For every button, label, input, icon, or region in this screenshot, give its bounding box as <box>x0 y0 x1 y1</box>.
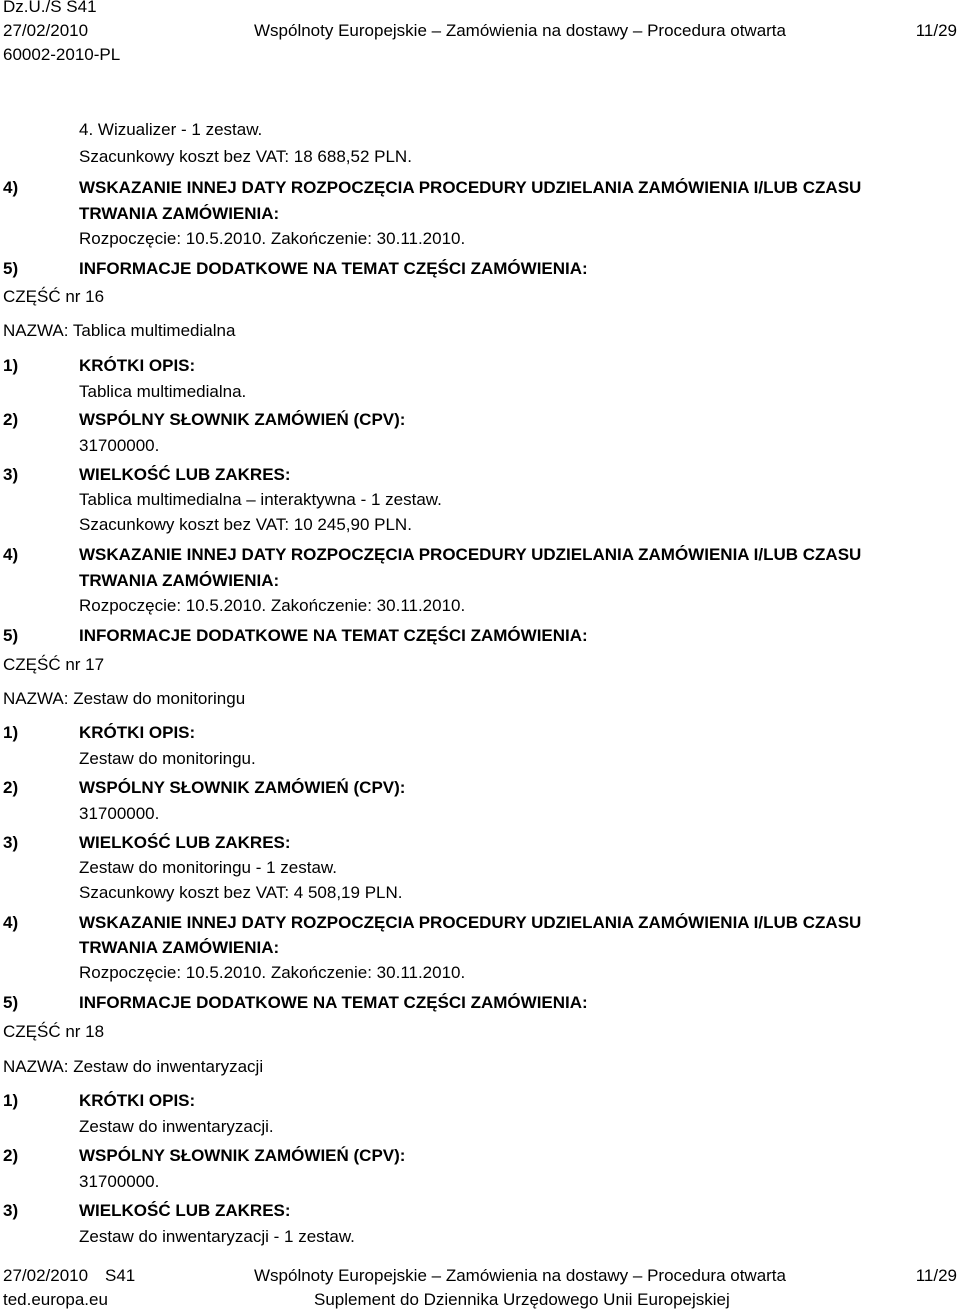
section-heading: INFORMACJE DODATKOWE NA TEMAT CZĘŚCI ZAMÓWIENIA: <box>79 993 588 1012</box>
text-line: 31700000. <box>79 1172 160 1191</box>
section-heading: WSPÓLNY SŁOWNIK ZAMÓWIEŃ (CPV): <box>79 1146 406 1165</box>
section-heading: KRÓTKI OPIS: <box>79 1091 196 1110</box>
header-page-number: 11/29 <box>915 21 957 40</box>
item-number: 4) <box>3 913 19 932</box>
item-number: 1) <box>3 356 19 375</box>
text-line: 31700000. <box>79 804 160 823</box>
part-name: NAZWA: Tablica multimedialna <box>3 321 236 340</box>
part-number: CZĘŚĆ nr 17 <box>3 655 105 674</box>
footer-series: S41 <box>105 1266 136 1285</box>
section-heading: INFORMACJE DODATKOWE NA TEMAT CZĘŚCI ZAMÓWIENIA: <box>79 259 588 278</box>
item-number: 3) <box>3 1201 19 1220</box>
text-line: Zestaw do monitoringu. <box>79 749 256 768</box>
header-date: 27/02/2010 <box>3 21 89 40</box>
section-heading: WSKAZANIE INNEJ DATY ROZPOCZĘCIA PROCEDURY UDZIELANIA ZAMÓWIENIA I/LUB CZASU <box>79 913 862 932</box>
footer-site-link[interactable]: ted.europa.eu <box>3 1290 108 1309</box>
part-number: CZĘŚĆ nr 16 <box>3 287 105 306</box>
item-number: 3) <box>3 465 19 484</box>
text-line: Rozpoczęcie: 10.5.2010. Zakończenie: 30.11.2010. <box>79 596 466 615</box>
section-heading: WSPÓLNY SŁOWNIK ZAMÓWIEŃ (CPV): <box>79 778 406 797</box>
section-heading: WSKAZANIE INNEJ DATY ROZPOCZĘCIA PROCEDURY UDZIELANIA ZAMÓWIENIA I/LUB CZASU <box>79 178 862 197</box>
journal-ref: Dz.U./S S41 <box>3 0 97 16</box>
text-line: Rozpoczęcie: 10.5.2010. Zakończenie: 30.11.2010. <box>79 229 466 248</box>
section-heading: TRWANIA ZAMÓWIENIA: <box>79 938 280 957</box>
part-number: CZĘŚĆ nr 18 <box>3 1022 105 1041</box>
text-line: Szacunkowy koszt bez VAT: 18 688,52 PLN. <box>79 147 412 166</box>
text-line: Rozpoczęcie: 10.5.2010. Zakończenie: 30.11.2010. <box>79 963 466 982</box>
section-heading: INFORMACJE DODATKOWE NA TEMAT CZĘŚCI ZAMÓWIENIA: <box>79 626 588 645</box>
item-number: 5) <box>3 993 19 1012</box>
item-number: 4) <box>3 545 19 564</box>
text-line: 31700000. <box>79 436 160 455</box>
item-number: 3) <box>3 833 19 852</box>
section-heading: WIELKOŚĆ LUB ZAKRES: <box>79 1201 291 1220</box>
part-name: NAZWA: Zestaw do monitoringu <box>3 689 246 708</box>
item-number: 1) <box>3 1091 19 1110</box>
footer-supplement: Suplement do Dziennika Urzędowego Unii Europejskiej <box>314 1290 730 1309</box>
footer-page-number: 11/29 <box>915 1266 957 1285</box>
item-number: 4) <box>3 178 19 197</box>
footer-title: Wspólnoty Europejskie – Zamówienia na dostawy – Procedura otwarta <box>254 1266 786 1285</box>
item-number: 2) <box>3 1146 19 1165</box>
text-line: Zestaw do inwentaryzacji. <box>79 1117 274 1136</box>
section-heading: WIELKOŚĆ LUB ZAKRES: <box>79 465 291 484</box>
item-number: 2) <box>3 410 19 429</box>
section-heading: WSPÓLNY SŁOWNIK ZAMÓWIEŃ (CPV): <box>79 410 406 429</box>
text-line: Zestaw do monitoringu - 1 zestaw. <box>79 858 337 877</box>
text-line: Zestaw do inwentaryzacji - 1 zestaw. <box>79 1227 355 1246</box>
section-heading: WSKAZANIE INNEJ DATY ROZPOCZĘCIA PROCEDURY UDZIELANIA ZAMÓWIENIA I/LUB CZASU <box>79 545 862 564</box>
section-heading: WIELKOŚĆ LUB ZAKRES: <box>79 833 291 852</box>
section-heading: KRÓTKI OPIS: <box>79 356 196 375</box>
section-heading: KRÓTKI OPIS: <box>79 723 196 742</box>
item-number: 2) <box>3 778 19 797</box>
item-number: 1) <box>3 723 19 742</box>
section-heading: TRWANIA ZAMÓWIENIA: <box>79 571 280 590</box>
text-line: Tablica multimedialna. <box>79 382 247 401</box>
item-number: 5) <box>3 259 19 278</box>
text-line: 4. Wizualizer - 1 zestaw. <box>79 120 263 139</box>
section-heading: TRWANIA ZAMÓWIENIA: <box>79 204 280 223</box>
part-name: NAZWA: Zestaw do inwentaryzacji <box>3 1057 264 1076</box>
notice-id: 60002-2010-PL <box>3 45 121 64</box>
header-title: Wspólnoty Europejskie – Zamówienia na dostawy – Procedura otwarta <box>254 21 786 40</box>
item-number: 5) <box>3 626 19 645</box>
text-line: Szacunkowy koszt bez VAT: 4 508,19 PLN. <box>79 883 403 902</box>
text-line: Szacunkowy koszt bez VAT: 10 245,90 PLN. <box>79 515 412 534</box>
footer-date: 27/02/2010 <box>3 1266 89 1285</box>
text-line: Tablica multimedialna – interaktywna - 1 zestaw. <box>79 490 442 509</box>
